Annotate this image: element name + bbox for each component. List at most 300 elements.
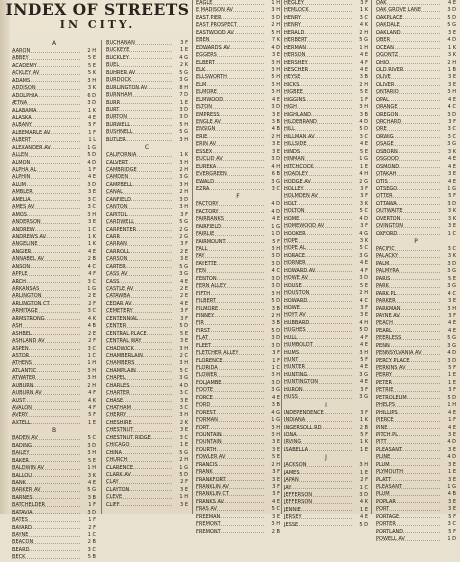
street-entry (284, 477, 368, 484)
street-entry (376, 499, 456, 506)
street-name: ALUM (12, 181, 26, 188)
street-entry (106, 368, 188, 375)
street-entry (106, 182, 188, 189)
grid-reference: 3 E (448, 498, 456, 505)
grid-reference: 5 C (87, 435, 96, 442)
street-entry (12, 525, 96, 532)
street-entry (284, 470, 368, 477)
grid-reference: 6 D (87, 92, 96, 99)
street-name: BUHRER AV (106, 69, 136, 76)
street-name: CAMDEN (106, 174, 129, 181)
street-entry (106, 308, 188, 315)
street-entry (196, 454, 280, 461)
street-entry (196, 0, 280, 7)
street-entry (376, 365, 456, 372)
grid-reference: 3 H (179, 360, 188, 367)
grid-reference: 4 E (360, 52, 368, 59)
grid-reference: 1 C (359, 484, 368, 491)
grid-reference: 2 F (360, 477, 368, 484)
street-entry (12, 93, 96, 100)
street-name: FERN ALLEY (196, 283, 227, 290)
street-name: PLUM (376, 461, 390, 468)
street-entry (284, 327, 368, 334)
street-name: BAYARD (12, 524, 32, 531)
street-entry (376, 52, 456, 59)
grid-reference: 3 C (179, 434, 188, 441)
grid-reference: 3 K (447, 253, 456, 260)
grid-reference: 5 D (179, 323, 188, 330)
street-entry (376, 253, 456, 260)
street-entry (376, 126, 456, 133)
grid-reference: 3 F (180, 40, 188, 46)
street-name: BUCKEYE (106, 47, 130, 54)
street-name: FEN (196, 268, 206, 275)
street-entry (12, 145, 96, 152)
grid-reference: 3 G (179, 174, 188, 181)
street-name: EDWARDS AV (196, 44, 230, 51)
street-entry (196, 469, 280, 476)
street-name: ANDREWS AV (12, 233, 47, 240)
grid-reference: 3 E (448, 298, 456, 305)
street-entry (376, 156, 456, 163)
street-name: PLEASANT (376, 484, 403, 490)
street-name: ASHBEL (12, 330, 32, 337)
street-name: HUSS (284, 394, 298, 401)
grid-reference: 4 E (448, 156, 456, 163)
street-name: HOUSTON (284, 290, 310, 297)
grid-reference: 2 H (359, 81, 368, 88)
street-name: BURR (106, 99, 121, 106)
street-name: FRANKFORT (196, 476, 226, 483)
street-name: HICKS (284, 81, 300, 88)
street-name: FREMONT (196, 528, 221, 535)
grid-reference: 3 K (359, 200, 368, 207)
grid-reference: 3 G (179, 375, 188, 382)
street-entry (284, 223, 368, 230)
grid-reference: 3 D (179, 106, 188, 113)
street-name: CARDWELL (106, 219, 135, 226)
street-entry (376, 343, 456, 350)
street-name: PALM (376, 260, 390, 267)
grid-reference: 5 H (271, 74, 280, 81)
grid-reference: 3 F (360, 386, 368, 393)
street-name: POPLAR (376, 498, 396, 505)
street-entry (284, 283, 368, 290)
grid-reference: 3 D (271, 283, 280, 290)
street-entry (376, 410, 456, 417)
street-entry (284, 364, 368, 371)
grid-reference: 4 F (360, 334, 368, 341)
grid-reference: 4 E (448, 409, 456, 416)
street-entry (106, 85, 188, 92)
index-title: INDEX OF STREETS (5, 0, 190, 19)
grid-reference: 3 D (359, 275, 368, 282)
street-entry (12, 465, 96, 472)
grid-reference: 4 D (359, 215, 368, 222)
street-name: JERSEY (284, 514, 302, 521)
grid-reference: 3 F (360, 185, 368, 192)
street-entry (284, 492, 368, 499)
grid-reference: 5 G (179, 219, 188, 226)
street-entry (106, 316, 188, 323)
street-name: FRANCIS (196, 461, 218, 468)
street-name: OAKDALE (376, 22, 400, 29)
street-entry (284, 89, 368, 96)
grid-reference: 2 H (179, 457, 188, 464)
grid-reference: 3 G (447, 268, 456, 275)
grid-reference: 4 B (87, 323, 96, 330)
grid-reference: 3 E (272, 111, 280, 118)
street-entry (284, 417, 368, 424)
grid-reference: 3 G (271, 387, 280, 394)
street-entry (196, 417, 280, 424)
grid-reference: 3 C (87, 204, 96, 211)
street-name: HILLSIDE (284, 141, 307, 148)
grid-reference: 1 E (180, 99, 188, 106)
street-name: CHICAGO (106, 442, 130, 449)
street-entry (284, 298, 368, 305)
street-name: FORT (196, 424, 210, 431)
street-column-2 (106, 40, 188, 509)
street-name: HERBERT (284, 37, 308, 44)
street-entry (284, 104, 368, 111)
street-name: PARK PL (376, 290, 397, 297)
street-name: ESSEX (196, 148, 213, 155)
street-name: EVERGREEN (196, 171, 227, 178)
street-name: ENSIGN (196, 126, 216, 133)
grid-reference: 3 H (271, 424, 280, 431)
grid-reference: 5 E (180, 330, 188, 337)
street-entry (376, 22, 456, 29)
street-entry (106, 227, 188, 234)
leader-dots (284, 488, 352, 489)
grid-reference: 6 B (271, 171, 280, 178)
street-name: OSGOOD (376, 156, 399, 163)
grid-reference: 2 H (87, 48, 96, 54)
street-name: CHURCH (106, 457, 128, 464)
street-name: AMELIA (12, 196, 31, 203)
grid-reference: 5 K (87, 70, 96, 77)
grid-reference: 1 E (88, 419, 96, 426)
grid-reference: 3 C (87, 196, 96, 203)
grid-reference: 4 D (447, 439, 456, 446)
grid-reference: 4 E (360, 379, 368, 386)
street-entry (196, 186, 280, 193)
street-name: AMOS (12, 211, 27, 218)
street-entry (284, 522, 368, 529)
street-name: ERIN AV (196, 141, 217, 148)
grid-reference: 3 H (271, 66, 280, 73)
grid-reference: 1 G (359, 156, 368, 163)
grid-reference: 5 D (447, 394, 456, 401)
grid-reference: 3 E (180, 397, 188, 404)
street-name: ELMORE (196, 89, 217, 96)
street-name: FILBERT (196, 298, 216, 305)
grid-reference: 3 B (271, 305, 280, 312)
grid-reference: 1 F (360, 96, 368, 103)
street-entry (12, 435, 96, 442)
street-entry (284, 432, 368, 439)
street-name: ANSON (12, 263, 31, 270)
grid-reference: 3 D (447, 7, 456, 14)
grid-reference: 3 D (271, 253, 280, 260)
street-name: EGGERS (196, 52, 217, 59)
street-entry (106, 457, 188, 464)
street-name: PALACKY (376, 253, 399, 260)
street-name: OSMOND (376, 163, 400, 170)
grid-reference: 2 E (180, 248, 188, 255)
street-entry (106, 92, 188, 99)
grid-reference: 5 F (448, 528, 456, 535)
street-entry (12, 360, 96, 367)
street-entry (284, 97, 368, 104)
grid-reference: 5 F (448, 513, 456, 520)
grid-reference: 4 F (88, 271, 96, 278)
street-entry (196, 432, 280, 439)
street-entry (106, 338, 188, 345)
street-name: OAKPLACE (376, 14, 403, 21)
grid-reference: 3 E (272, 513, 280, 520)
street-name: ENGLE AV (196, 119, 221, 125)
street-entry (196, 253, 280, 260)
street-name: ACKLEY AV (12, 70, 40, 77)
street-entry (284, 357, 368, 364)
grid-reference: 4 D (179, 382, 188, 389)
grid-reference: 5 F (360, 357, 368, 363)
page-edge-shadow (0, 0, 10, 514)
street-name: EUREKA (196, 163, 217, 170)
street-entry (106, 137, 188, 144)
street-entry (12, 316, 96, 323)
street-name: AXTELL (12, 419, 31, 426)
street-entry (376, 529, 456, 536)
street-entry (12, 353, 96, 360)
grid-reference: 5 E (272, 454, 280, 461)
street-entry (284, 507, 368, 514)
street-entry (12, 487, 96, 494)
grid-reference: 3 C (87, 278, 96, 285)
section-letter: P (414, 238, 418, 245)
street-name: ARKANSAS (12, 286, 40, 292)
street-name: PHELPS (376, 402, 396, 409)
grid-reference: 5 G (447, 22, 456, 29)
grid-reference: 5 F (88, 122, 96, 129)
street-entry (12, 458, 96, 465)
grid-reference: 1 K (87, 107, 96, 114)
grid-reference: 3 E (180, 256, 188, 263)
street-name: HINMAN (284, 156, 305, 163)
grid-reference: 2 G (179, 233, 188, 240)
street-entry (196, 491, 280, 498)
street-name: HOWARD AV (284, 267, 316, 274)
street-name: OVINGTON (376, 223, 404, 230)
street-name: BUCKLEY (106, 54, 130, 61)
street-name: CARROLL (106, 248, 130, 255)
street-entry (12, 420, 96, 427)
grid-reference: 5 H (271, 29, 280, 36)
street-name: BANK (12, 479, 26, 486)
street-name: JAPAN (284, 477, 299, 484)
street-name: BADING (12, 442, 32, 449)
grid-reference: 1 G (447, 484, 456, 490)
street-name: CLARK AV (106, 471, 131, 478)
street-entry (376, 179, 456, 186)
grid-reference: 4 E (88, 174, 96, 181)
grid-reference: 3 K (447, 52, 456, 59)
street-entry (284, 312, 368, 319)
street-entry (376, 7, 456, 14)
street-entry (284, 156, 368, 163)
street-entry (196, 52, 280, 59)
street-entry (196, 22, 280, 29)
grid-reference: 1 E (448, 372, 456, 379)
grid-reference: 1 B (447, 66, 456, 73)
street-name: PACIFIC (376, 246, 395, 252)
street-name: PLEASANT (376, 446, 403, 453)
street-entry (106, 383, 188, 390)
street-name: CHAMBERLAIN (106, 352, 143, 359)
street-entry (106, 301, 188, 308)
street-entry (106, 62, 188, 69)
grid-reference: 1 E (360, 506, 368, 513)
grid-reference: 3 D (447, 111, 456, 118)
grid-reference: 3 E (272, 476, 280, 483)
street-name: EWALD (196, 178, 214, 185)
street-name: CARR (106, 233, 120, 240)
street-entry (284, 260, 368, 267)
grid-reference: 3 G (359, 394, 368, 401)
grid-reference: 3 E (448, 446, 456, 453)
street-name: ALABAMA (12, 107, 37, 114)
street-name: CASS AV (106, 271, 128, 278)
street-entry (376, 201, 456, 208)
street-entry (196, 141, 280, 148)
street-entry (376, 454, 456, 461)
street-name: ALEXANDER AV (12, 144, 51, 151)
street-entry (284, 379, 368, 386)
grid-reference: 4 E (272, 394, 280, 401)
street-name: FRANKS AV (196, 498, 224, 505)
street-entry (376, 291, 456, 298)
street-name: HERSON (284, 52, 306, 59)
street-name: HESCHER (284, 66, 309, 73)
street-name: CHESTNUT RIDGE (106, 434, 151, 441)
street-name: BARNES (12, 494, 33, 501)
street-name: OREGON (376, 111, 399, 118)
grid-reference: 2 G (179, 226, 188, 233)
street-name: HOME (284, 215, 300, 222)
street-name: ADAMS (12, 77, 31, 84)
street-name: PLINE (376, 454, 391, 461)
grid-reference: 1 G (271, 417, 280, 424)
street-entry (196, 45, 280, 52)
grid-reference: 1 E (180, 442, 188, 449)
street-name: EAST PROSPECT (196, 22, 237, 29)
street-entry (196, 201, 280, 208)
grid-reference: 3 H (179, 159, 188, 166)
grid-reference: 5 C (359, 208, 368, 215)
street-entry (284, 149, 368, 156)
street-entry (196, 239, 280, 246)
street-name: ALLEN (12, 152, 28, 159)
grid-reference: 3 D (271, 342, 280, 349)
street-entry (376, 313, 456, 320)
street-name: OLIVER (376, 81, 395, 88)
street-name: HITCHCOCK (284, 163, 314, 170)
street-name: CANFIELD (106, 196, 131, 203)
street-entry (196, 60, 280, 67)
street-name: PORTER (376, 521, 396, 528)
grid-reference: 2 K (179, 62, 188, 69)
grid-reference: 2 B (87, 256, 96, 263)
grid-reference: 3 D (447, 200, 456, 207)
street-name: PITCH PL (376, 431, 398, 438)
street-name: INDEPENDENCE (284, 409, 324, 416)
grid-reference: 3 B (359, 111, 368, 118)
street-name: PLUM (376, 491, 390, 498)
street-entry (196, 291, 280, 298)
street-name: OTTER (376, 193, 393, 200)
grid-reference: 3 F (180, 308, 188, 315)
street-name: HILDEBRAND (284, 119, 317, 125)
street-name: OBER (376, 37, 391, 44)
street-name: EZRA (196, 185, 210, 192)
street-entry (196, 506, 280, 513)
street-entry (106, 212, 188, 219)
street-entry (196, 231, 280, 238)
street-entry (106, 100, 188, 107)
street-name: BALLOU (12, 472, 32, 479)
street-entry (376, 216, 456, 223)
grid-reference: 4 K (359, 22, 368, 29)
grid-reference: 3 D (271, 275, 280, 282)
street-entry (106, 129, 188, 136)
street-name: PETROLEUM (376, 394, 407, 401)
grid-reference: 3 F (360, 304, 368, 311)
grid-reference: 4 G (179, 54, 188, 61)
grid-reference: 3 D (271, 335, 280, 342)
street-entry (284, 485, 368, 492)
street-name: CARTER (106, 263, 126, 270)
street-name: PLYMOUTH (376, 469, 404, 476)
grid-reference: 4 E (360, 514, 368, 521)
street-entry (284, 82, 368, 89)
street-entry (284, 439, 368, 446)
street-entry (376, 350, 456, 357)
street-name: BAILEY (12, 450, 30, 457)
street-name: ASTOR (12, 352, 30, 359)
grid-reference: 4 E (360, 141, 368, 148)
street-entry (196, 298, 280, 305)
street-name: PALMYRA (376, 268, 400, 275)
street-name: HIGHLAND (284, 111, 311, 118)
street-name: CHINA (106, 449, 122, 456)
street-name: OCEAN (376, 44, 394, 51)
street-entry (12, 160, 96, 167)
street-name: HOUSE (284, 282, 302, 289)
street-name: ARLINGTON (12, 293, 42, 300)
street-name: HUNT (284, 357, 299, 363)
grid-reference: 2 H (271, 312, 280, 319)
grid-reference: 3 H (447, 89, 456, 96)
street-name: JAMES (284, 469, 300, 476)
street-name: FLETCHER ALLEY (196, 350, 239, 357)
street-entry (284, 394, 368, 401)
street-name: PLATT (376, 476, 392, 483)
grid-reference: 3 H (359, 349, 368, 356)
street-entry (196, 82, 280, 89)
grid-reference: 5 G (179, 449, 188, 456)
